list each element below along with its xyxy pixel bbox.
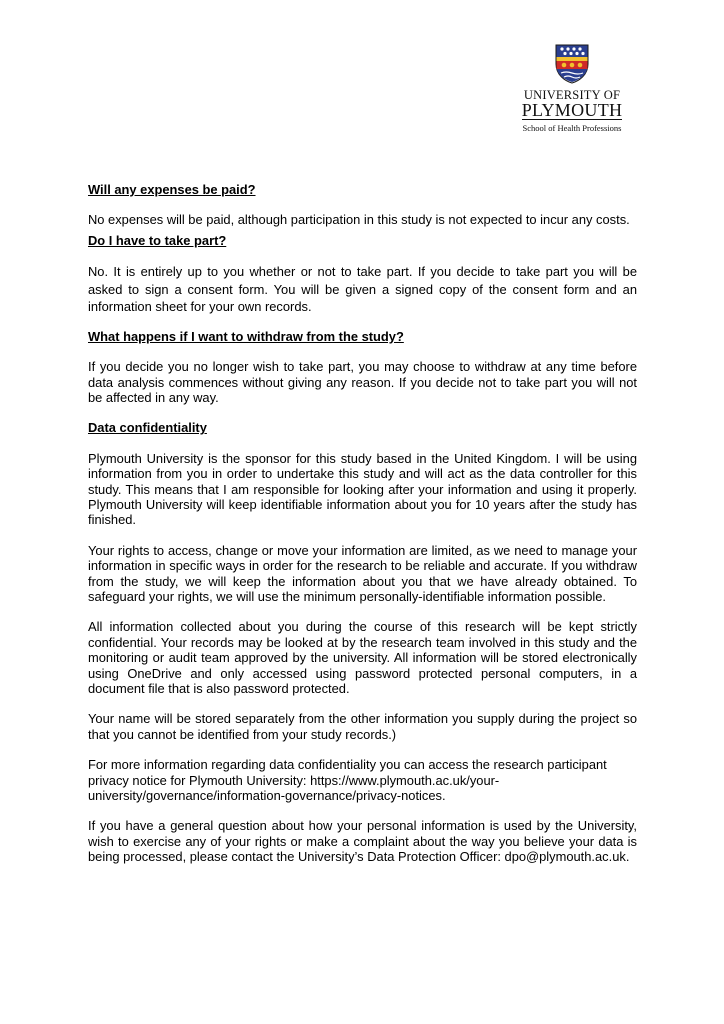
logo-plymouth: PLYMOUTH	[521, 100, 623, 120]
paragraph-data-protection-officer: If you have a general question about how your personal information is used by the University, wish to exercise any of your rights or make a complaint about the way you believe your data is being processed, please contact the University’s Data Protection Officer: dpo@plymouth.ac.uk.	[88, 818, 637, 865]
paragraph-sponsor: Plymouth University is the sponsor for this study based in the United Kingdom. I will be using information from you in order to undertake this study and will act as the data controller for this study. This means that I am responsible for looking after your information and using it properly. Plymouth University will keep identifiable information about you for 10 years after the study has finished.	[88, 450, 637, 528]
university-logo	[516, 44, 628, 134]
paragraph-privacy-notice: For more information regarding data confidentiality you can access the research participant privacy notice for Plymouth University: https://www.plymouth.ac.uk/your-university/governance/information-governance/privacy-notices.	[88, 757, 607, 804]
logo-school-name: School of Health Professions	[522, 123, 622, 133]
heading-data-confidentiality: Data confidentiality	[88, 420, 207, 436]
heading-expenses: Will any expenses be paid?	[88, 182, 256, 197]
paragraph-storage: All information collected about you during the course of this research will be kept strictly confidential. Your records may be looked at by the research team involved in this study and the monitoring or audit team approved by the university. All information will be stored electronically using OneDrive and only accessed using password protected personal computers, in a document file that is also password protected.	[88, 619, 637, 697]
paragraph-withdraw: If you decide you no longer wish to take part, you may choose to withdraw at any time before data analysis commences without giving any reason. If you decide not to take part you will not be affected in any way.	[88, 359, 637, 405]
crest-shield-icon	[555, 44, 589, 84]
paragraph-take-part: No. It is entirely up to you whether or not to take part. If you decide to take part you will be asked to sign a consent form. You will be given a signed copy of the consent form and an information sheet for your own records.	[88, 264, 637, 315]
heading-take-part: Do I have to take part?	[88, 232, 227, 248]
paragraph-expenses: No expenses will be paid, although participation in this study is not expected to incur any costs.	[88, 212, 630, 228]
document-body	[88, 182, 637, 865]
heading-withdraw: What happens if I want to withdraw from the study?	[88, 328, 404, 344]
logo-university-of: UNIVERSITY OF	[523, 88, 621, 102]
paragraph-rights: Your rights to access, change or move your information are limited, as we need to manage your information in specific ways in order for the research to be reliable and accurate. If you withdraw from the study, we will keep the information about you that we have already obtained. To safeguard your rights, we will use the minimum personally-identifiable information possible.	[88, 542, 637, 604]
paragraph-name-storage: Your name will be stored separately from the other information you supply during the project so that you cannot be identified from your study records.)	[88, 711, 637, 742]
